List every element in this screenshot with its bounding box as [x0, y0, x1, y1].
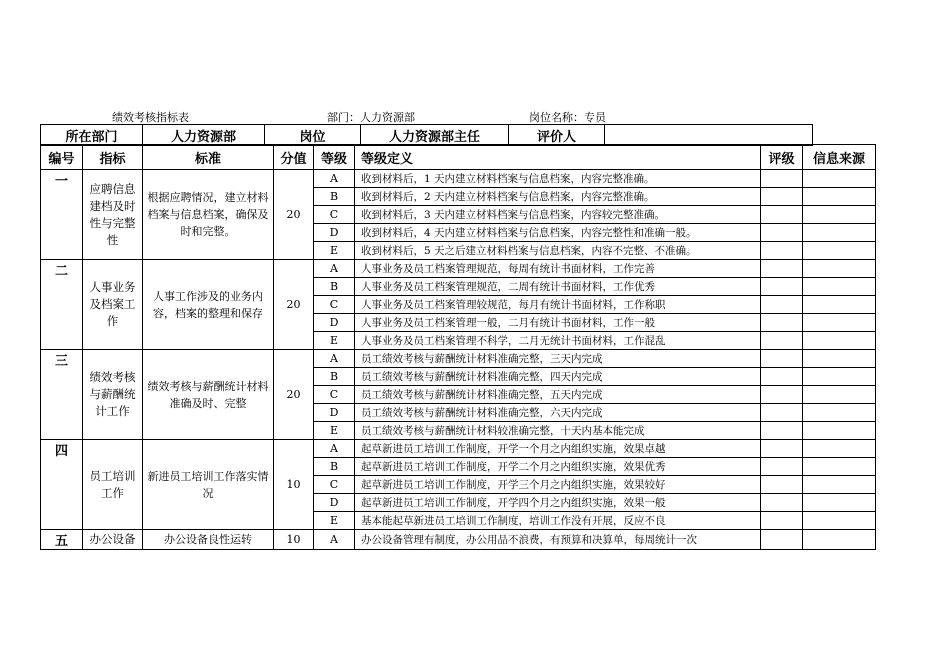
- score-cell: 10: [274, 440, 314, 530]
- grade-definition: 员工绩效考核与薪酬统计材料准确完整，三天内完成: [355, 350, 761, 368]
- score-cell: 20: [274, 260, 314, 350]
- col-no: 编号: [41, 145, 83, 170]
- source-cell: [803, 296, 876, 314]
- grade-cell: E: [314, 242, 355, 260]
- grade-cell: E: [314, 422, 355, 440]
- grade-definition: 员工绩效考核与薪酬统计材料准确完整，四天内完成: [355, 368, 761, 386]
- source-cell: [803, 422, 876, 440]
- grade-cell: B: [314, 278, 355, 296]
- rating-cell: [761, 476, 803, 494]
- table-row: [41, 440, 876, 458]
- source-cell: [803, 476, 876, 494]
- table-row: [41, 350, 876, 368]
- grade-definition: 员工绩效考核与薪酬统计材料较准确完整，十天内基本能完成: [355, 422, 761, 440]
- grade-definition: 人事业务及员工档案管理不科学，二月无统计书面材料，工作混乱: [355, 332, 761, 350]
- table-row: [41, 170, 876, 188]
- score-cell: 20: [274, 170, 314, 260]
- grade-cell: C: [314, 386, 355, 404]
- grade-definition: 人事业务及员工档案管理规范，二周有统计书面材料，工作优秀: [355, 278, 761, 296]
- grade-cell: B: [314, 368, 355, 386]
- evaluator-label: 评价人: [509, 125, 605, 146]
- grade-cell: B: [314, 458, 355, 476]
- grade-cell: D: [314, 404, 355, 422]
- source-cell: [803, 530, 876, 550]
- standard-cell: 新进员工培训工作落实情况: [143, 440, 274, 530]
- grade-cell: A: [314, 440, 355, 458]
- post-label: 岗位: [265, 125, 361, 146]
- row-number: 一: [41, 170, 83, 260]
- col-score: 分值: [274, 145, 314, 170]
- standard-cell: 人事工作涉及的业务内容，档案的整理和保存: [143, 260, 274, 350]
- grade-definition: 基本能起草新进员工培训工作制度，培训工作没有开展，反应不良: [355, 512, 761, 530]
- source-cell: [803, 260, 876, 278]
- rating-cell: [761, 530, 803, 550]
- grade-definition: 起草新进员工培训工作制度，开学三个月之内组织实施，效果较好: [355, 476, 761, 494]
- grade-definition: 办公设备管理有制度，办公用品不浪费，有预算和决算单，每周统计一次: [355, 530, 761, 550]
- grade-cell: A: [314, 350, 355, 368]
- source-cell: [803, 278, 876, 296]
- grade-cell: E: [314, 512, 355, 530]
- grade-definition: 收到材料后，3 天内建立材料档案与信息档案，内容较完整准确。: [355, 206, 761, 224]
- grade-definition: 收到材料后，2 天内建立材料档案与信息档案，内容完整准确。: [355, 188, 761, 206]
- source-cell: [803, 188, 876, 206]
- table-row: [41, 260, 876, 278]
- indicator-cell: 办公设备: [83, 530, 143, 550]
- grade-definition: 人事业务及员工档案管理较规范，每月有统计书面材料，工作称职: [355, 296, 761, 314]
- department-heading: 部门：人力资源部: [327, 111, 415, 124]
- source-cell: [803, 494, 876, 512]
- col-definition: 等级定义: [355, 145, 761, 170]
- grade-definition: 人事业务及员工档案管理一般，二月有统计书面材料，工作一般: [355, 314, 761, 332]
- source-cell: [803, 224, 876, 242]
- source-cell: [803, 512, 876, 530]
- grade-definition: 员工绩效考核与薪酬统计材料准确完整，五天内完成: [355, 386, 761, 404]
- rating-cell: [761, 494, 803, 512]
- row-number: 二: [41, 260, 83, 350]
- rating-cell: [761, 242, 803, 260]
- info-table: [40, 124, 813, 146]
- evaluator-value: [605, 125, 813, 146]
- rating-cell: [761, 206, 803, 224]
- grade-cell: D: [314, 224, 355, 242]
- table-row: [41, 530, 876, 550]
- score-cell: 10: [274, 530, 314, 550]
- source-cell: [803, 404, 876, 422]
- source-cell: [803, 314, 876, 332]
- rating-cell: [761, 458, 803, 476]
- doc-title: 绩效考核指标表: [112, 111, 189, 124]
- post-value: 人力资源部主任: [361, 125, 509, 146]
- rating-cell: [761, 386, 803, 404]
- col-level: 等级: [314, 145, 355, 170]
- grade-definition: 起草新进员工培训工作制度，开学一个月之内组织实施，效果卓越: [355, 440, 761, 458]
- source-cell: [803, 458, 876, 476]
- grade-cell: C: [314, 476, 355, 494]
- grade-cell: D: [314, 314, 355, 332]
- source-cell: [803, 332, 876, 350]
- source-cell: [803, 368, 876, 386]
- rating-cell: [761, 422, 803, 440]
- grade-cell: D: [314, 494, 355, 512]
- standard-cell: 根据应聘情况，建立材料档案与信息档案，确保及时和完整。: [143, 170, 274, 260]
- grade-definition: 人事业务及员工档案管理规范，每周有统计书面材料，工作完善: [355, 260, 761, 278]
- grade-cell: B: [314, 188, 355, 206]
- rating-cell: [761, 224, 803, 242]
- indicator-cell: 员工培训工作: [83, 440, 143, 530]
- grade-definition: 起草新进员工培训工作制度，开学二个月之内组织实施，效果优秀: [355, 458, 761, 476]
- indicator-cell: 绩效考核与薪酬统计工作: [83, 350, 143, 440]
- rating-cell: [761, 368, 803, 386]
- rating-cell: [761, 404, 803, 422]
- source-cell: [803, 170, 876, 188]
- standard-cell: 办公设备良性运转: [143, 530, 274, 550]
- position-name-heading: 岗位名称：专员: [529, 111, 606, 124]
- rating-cell: [761, 188, 803, 206]
- standard-cell: 绩效考核与薪酬统计材料准确及时、完整: [143, 350, 274, 440]
- rating-cell: [761, 260, 803, 278]
- source-cell: [803, 350, 876, 368]
- source-cell: [803, 386, 876, 404]
- source-cell: [803, 440, 876, 458]
- col-standard: 标准: [143, 145, 274, 170]
- rating-cell: [761, 512, 803, 530]
- grade-cell: A: [314, 170, 355, 188]
- rating-cell: [761, 314, 803, 332]
- grade-definition: 收到材料后，1 天内建立材料档案与信息档案，内容完整准确。: [355, 170, 761, 188]
- grade-definition: 员工绩效考核与薪酬统计材料准确完整，六天内完成: [355, 404, 761, 422]
- kpi-table: [40, 144, 876, 550]
- grade-cell: A: [314, 260, 355, 278]
- row-number: 三: [41, 350, 83, 440]
- rating-cell: [761, 440, 803, 458]
- rating-cell: [761, 278, 803, 296]
- col-indicator: 指标: [83, 145, 143, 170]
- grade-definition: 收到材料后，5 天之后建立材料档案与信息档案，内容不完整、不准确。: [355, 242, 761, 260]
- grade-cell: A: [314, 530, 355, 550]
- rating-cell: [761, 296, 803, 314]
- col-source: 信息来源: [803, 145, 876, 170]
- dept-label: 所在部门: [41, 125, 143, 146]
- grade-cell: E: [314, 332, 355, 350]
- dept-value: 人力资源部: [143, 125, 265, 146]
- row-number: 五: [41, 530, 83, 550]
- rating-cell: [761, 350, 803, 368]
- rating-cell: [761, 170, 803, 188]
- source-cell: [803, 242, 876, 260]
- grade-cell: C: [314, 296, 355, 314]
- column-header-row: [41, 145, 876, 170]
- grade-definition: 收到材料后，4 天内建立材料档案与信息档案，内容完整性和准确一般。: [355, 224, 761, 242]
- source-cell: [803, 206, 876, 224]
- indicator-cell: 应聘信息建档及时性与完整性: [83, 170, 143, 260]
- grade-cell: C: [314, 206, 355, 224]
- indicator-cell: 人事业务及档案工作: [83, 260, 143, 350]
- col-rating: 评级: [761, 145, 803, 170]
- rating-cell: [761, 332, 803, 350]
- grade-definition: 起草新进员工培训工作制度，开学四个月之内组织实施，效果一般: [355, 494, 761, 512]
- score-cell: 20: [274, 350, 314, 440]
- row-number: 四: [41, 440, 83, 530]
